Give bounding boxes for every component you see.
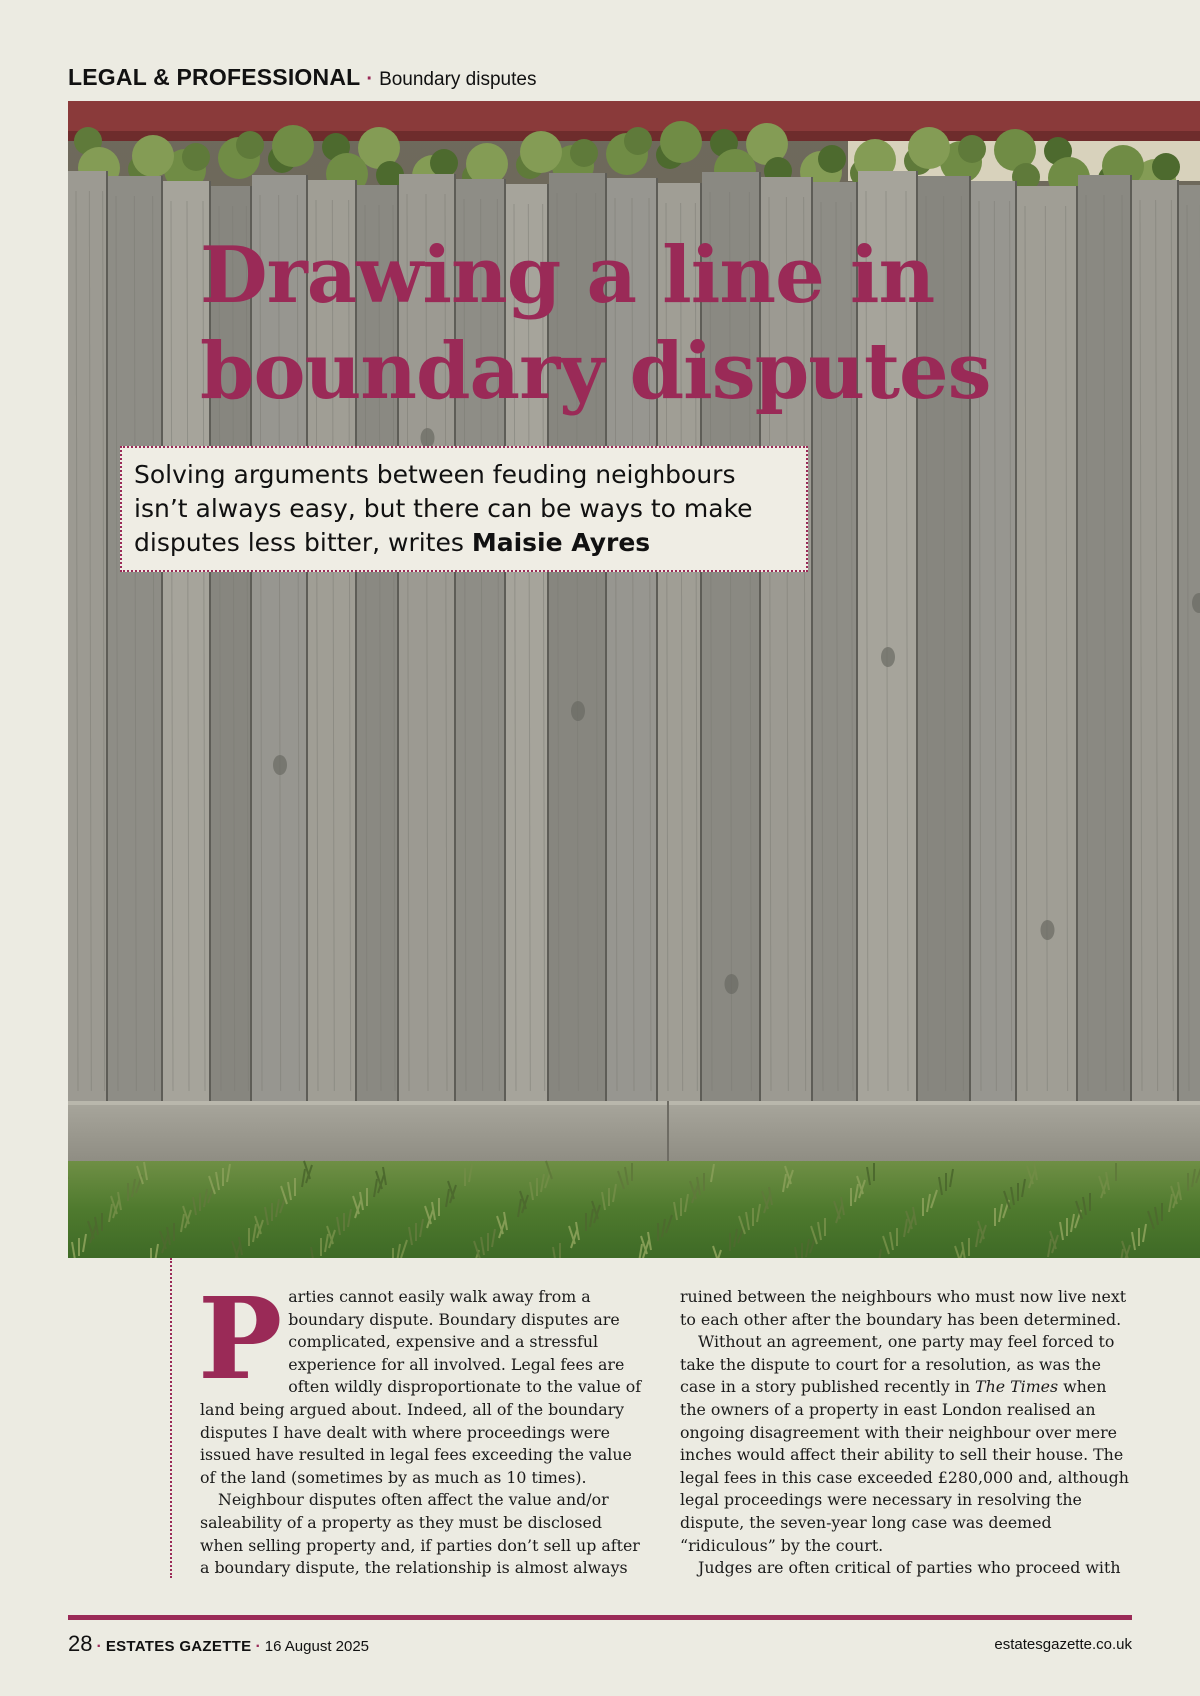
- section-name: LEGAL & PROFESSIONAL: [68, 64, 361, 90]
- body-paragraph: Judges are often critical of parties who proceed with: [698, 1558, 1121, 1578]
- standfirst-text: Solving arguments between feuding neighbours isn’t always easy, but there can be ways to make disputes less bitter, writes: [134, 460, 753, 557]
- body-column-right: [680, 1286, 1130, 1580]
- body-paragraph: Neighbour disputes often affect the value and/or saleability of a property as they must be disclosed when selling property and, if parties don’t sell up after a boundary dispute, the relationship is almost always: [200, 1490, 640, 1578]
- standfirst: [120, 446, 808, 572]
- fence-bottom-rail: [68, 1101, 1200, 1169]
- section-separator: ·: [366, 68, 374, 90]
- issue-date: 16 August 2025: [264, 1638, 370, 1655]
- section-header: [68, 64, 536, 91]
- footer-folio: [68, 1631, 369, 1657]
- body-column-left: [198, 1274, 650, 1580]
- fence-plank: [68, 171, 108, 1101]
- body-paragraph: Parties cannot easily walk away from a boundary dispute. Boundary disputes are complicated, expensive and a stressful experience for all involved. Legal fees are often wildly disproportionate to the value of land being argued about. Indeed, all of the boundary disputes I have dealt with where proceedings were issued have resulted in legal fees exceeding the value of the land (sometimes by as much as 10 times).: [198, 1274, 642, 1487]
- headline: Drawing a line in boundary disputes: [200, 230, 991, 417]
- footer-separator: ·: [96, 1638, 102, 1655]
- footer-rule: [68, 1615, 1132, 1620]
- body-paragraph: ruined between the neighbours who must now live next to each other after the boundary has been determined.: [680, 1287, 1127, 1329]
- page-number: 28: [68, 1631, 93, 1656]
- publication-title: The Times: [975, 1377, 1059, 1397]
- website-url: estatesgazette.co.uk: [994, 1636, 1132, 1653]
- publication-name: ESTATES GAZETTE: [105, 1638, 252, 1655]
- footer-separator: ·: [255, 1638, 261, 1655]
- drop-cap: P: [198, 1274, 283, 1405]
- author-name: Maisie Ayres: [471, 528, 651, 557]
- dotted-column-rule: [170, 1258, 172, 1578]
- subsection-name: Boundary disputes: [379, 69, 537, 90]
- fence-plank: [1179, 185, 1200, 1101]
- body-paragraph: Without an agreement, one party may feel forced to take the dispute to court for a resolution, as was the case in a story published recently in The Times when the owners of a property in east London realised an ongoing disagreement with their neighbour over mere inches would affect their ability to sell their house. The legal fees in this case exceeded £280,000 and, although legal proceedings were necessary in resolving the dispute, the seven-year long case was deemed “ridiculous” by the court.: [680, 1332, 1129, 1555]
